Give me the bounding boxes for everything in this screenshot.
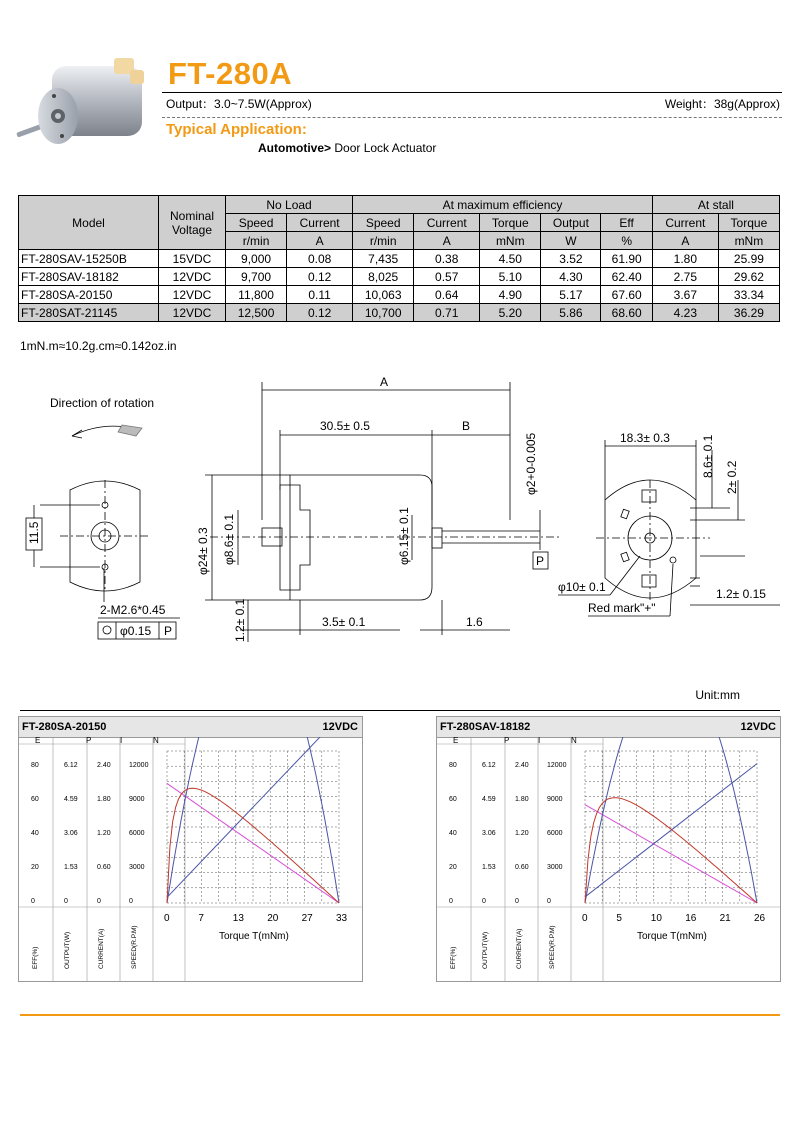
th-maxeff: At maximum efficiency <box>353 196 653 214</box>
scale-value: 0 <box>449 898 453 905</box>
scale-value: 1.53 <box>482 864 496 871</box>
scale-value: 3000 <box>547 864 563 871</box>
scale-value: 9000 <box>547 796 563 803</box>
scale-value: 0 <box>515 898 519 905</box>
scale-value: 1.20 <box>515 830 529 837</box>
scale-value: 2.40 <box>97 762 111 769</box>
table-cell: 5.86 <box>541 304 601 322</box>
screw-spec: 2-M2.6*0.45 <box>100 603 166 617</box>
table-cell: 0.12 <box>287 268 353 286</box>
th-unit: A <box>652 232 718 250</box>
application-label: Automotive> <box>258 141 332 155</box>
table-cell: 0.57 <box>414 268 480 286</box>
scale-value: 6.12 <box>482 762 496 769</box>
th-sub: Torque <box>718 214 779 232</box>
table-cell: 10,700 <box>353 304 414 322</box>
x-tick-label: 26 <box>754 913 766 924</box>
th-unit: r/min <box>226 232 287 250</box>
datum-p-side: P <box>536 554 545 568</box>
table-cell: 9,700 <box>226 268 287 286</box>
rotation-label: Direction of rotation <box>50 396 155 410</box>
unit-label: Unit:mm <box>695 688 740 702</box>
th-sub: Current <box>652 214 718 232</box>
model-cell: FT-280SAV-15250B <box>19 250 159 268</box>
scale-value: 0 <box>64 898 68 905</box>
chart-title-2: FT-280SAV-18182 <box>440 721 531 733</box>
table-cell: 9,000 <box>226 250 287 268</box>
table-cell: 5.20 <box>480 304 541 322</box>
table-cell: 12VDC <box>159 304 226 322</box>
table-cell: 4.50 <box>480 250 541 268</box>
dim-d10: φ10± 0.1 <box>558 580 606 594</box>
scale-value: 0.60 <box>97 864 111 871</box>
chart-title-1: FT-280SA-20150 <box>22 721 107 733</box>
th-sub: Current <box>414 214 480 232</box>
scale-value: 3000 <box>129 864 145 871</box>
axis-label: OUTPUT(W) <box>482 931 489 969</box>
table-row <box>19 250 780 268</box>
dim-shaft: φ2+0-0.005 <box>524 432 538 495</box>
axis-label: EFF(%) <box>450 946 457 969</box>
dim-d24: φ24± 0.3 <box>196 527 210 575</box>
axis-label: CURRENT(A) <box>98 928 105 969</box>
th-nominal: Nominal Voltage <box>159 196 226 250</box>
x-tick-label: 10 <box>650 913 662 924</box>
x-tick-label: 33 <box>336 913 348 924</box>
table-cell: 11,800 <box>226 286 287 304</box>
table-cell: 3.67 <box>652 286 718 304</box>
dimension-drawing <box>0 360 800 660</box>
table-cell: 29.62 <box>718 268 779 286</box>
table-cell: 5.10 <box>480 268 541 286</box>
chart-voltage-2: 12VDC <box>740 721 776 733</box>
scale-value: 9000 <box>129 796 145 803</box>
th-model: Model <box>19 196 159 250</box>
x-tick-label: 27 <box>301 913 313 924</box>
scale-value: 4.59 <box>482 796 496 803</box>
table-cell: 15VDC <box>159 250 226 268</box>
scale-value: 12000 <box>547 762 567 769</box>
x-tick-label: 0 <box>164 913 170 924</box>
th-sub: Output <box>541 214 601 232</box>
x-tick-label: 5 <box>616 913 622 924</box>
x-tick-label: 7 <box>198 913 204 924</box>
table-cell: 5.17 <box>541 286 601 304</box>
th-unit: % <box>601 232 652 250</box>
scale-value: 20 <box>31 864 39 871</box>
table-cell: 0.11 <box>287 286 353 304</box>
dim-A: A <box>380 375 389 389</box>
model-cell: FT-280SAV-18182 <box>19 268 159 286</box>
scale-value: 6000 <box>547 830 563 837</box>
th-unit: mNm <box>480 232 541 250</box>
x-tick-label: 21 <box>719 913 731 924</box>
axis-label: SPEED(R.P.M) <box>549 925 556 969</box>
scale-value: 1.20 <box>97 830 111 837</box>
table-row <box>19 304 780 322</box>
th-unit: mNm <box>718 232 779 250</box>
axis-label: OUTPUT(W) <box>64 931 71 969</box>
scale-value: 20 <box>449 864 457 871</box>
table-cell: 62.40 <box>601 268 652 286</box>
table-cell: 67.60 <box>601 286 652 304</box>
chart-voltage-1: 12VDC <box>322 721 358 733</box>
page-title: FT-280A <box>168 56 293 91</box>
scale-value: 60 <box>31 796 39 803</box>
col-head: I <box>120 737 123 745</box>
dim-3-5: 3.5± 0.1 <box>322 615 366 629</box>
dim-1-2b: 1.2± 0.15 <box>716 587 766 601</box>
dim-8-6b: 8.6± 0.1 <box>701 434 715 478</box>
spec-table <box>18 195 780 322</box>
chart-panel-1 <box>18 716 363 982</box>
table-cell: 33.34 <box>718 286 779 304</box>
th-unit: r/min <box>353 232 414 250</box>
th-stall: At stall <box>652 196 779 214</box>
table-cell: 4.23 <box>652 304 718 322</box>
scale-value: 2.40 <box>515 762 529 769</box>
x-tick-label: 20 <box>267 913 279 924</box>
scale-value: 0 <box>97 898 101 905</box>
scale-value: 0 <box>482 898 486 905</box>
dim-18-3: 18.3± 0.3 <box>620 431 670 445</box>
table-cell: 36.29 <box>718 304 779 322</box>
scale-value: 1.53 <box>64 864 78 871</box>
col-head: P <box>86 737 92 745</box>
table-cell: 0.38 <box>414 250 480 268</box>
table-cell: 8,025 <box>353 268 414 286</box>
x-tick-label: 13 <box>232 913 244 924</box>
scale-value: 0.60 <box>515 864 529 871</box>
scale-value: 80 <box>449 762 457 769</box>
scale-value: 60 <box>449 796 457 803</box>
table-cell: 12VDC <box>159 286 226 304</box>
table-cell: 1.80 <box>652 250 718 268</box>
model-cell: FT-280SAT-21145 <box>19 304 159 322</box>
model-cell: FT-280SA-20150 <box>19 286 159 304</box>
performance-chart-1 <box>19 737 362 981</box>
dim-30-5: 30.5± 0.5 <box>320 419 370 433</box>
title-rule <box>162 92 782 93</box>
scale-value: 0 <box>129 898 133 905</box>
table-cell: 4.30 <box>541 268 601 286</box>
dim-1-6: 1.6 <box>466 615 483 629</box>
datum-p-left: P <box>164 624 173 638</box>
th-unit: W <box>541 232 601 250</box>
table-cell: 12,500 <box>226 304 287 322</box>
table-cell: 0.12 <box>287 304 353 322</box>
th-noload: No Load <box>226 196 353 214</box>
chart-header-1 <box>19 717 362 738</box>
footer-rule <box>20 1014 780 1016</box>
table-cell: 7,435 <box>353 250 414 268</box>
col-head: I <box>538 737 541 745</box>
unit-conversion: 1mN.m≈10.2g.cm≈0.142oz.in <box>20 339 177 353</box>
motor-photo <box>14 46 156 158</box>
red-mark-label: Red mark"+" <box>588 601 656 615</box>
scale-value: 12000 <box>129 762 149 769</box>
speed-line <box>167 783 339 903</box>
scale-value: 3.06 <box>482 830 496 837</box>
col-head: E <box>35 737 41 745</box>
end-view-right <box>605 480 696 598</box>
chart-panel-2 <box>436 716 781 982</box>
col-head: E <box>453 737 459 745</box>
weight-spec: Weight：38g(Approx) <box>664 97 780 111</box>
th-sub: Speed <box>226 214 287 232</box>
axis-label: CURRENT(A) <box>516 928 523 969</box>
dashed-rule <box>162 117 782 118</box>
scale-value: 4.59 <box>64 796 78 803</box>
scale-value: 6000 <box>129 830 145 837</box>
efficiency-curve <box>167 788 339 903</box>
x-tick-label: 0 <box>582 913 588 924</box>
table-cell: 0.71 <box>414 304 480 322</box>
application-line <box>258 141 436 155</box>
scale-value: 6.12 <box>64 762 78 769</box>
table-row <box>19 268 780 286</box>
table-cell: 68.60 <box>601 304 652 322</box>
th-unit: A <box>287 232 353 250</box>
scale-value: 1.80 <box>515 796 529 803</box>
position-tolerance: φ0.15 <box>120 624 152 638</box>
dim-d8-6: φ8.6± 0.1 <box>222 513 236 565</box>
table-cell: 0.08 <box>287 250 353 268</box>
col-head: N <box>571 737 577 745</box>
scale-value: 40 <box>31 830 39 837</box>
scale-value: 80 <box>31 762 39 769</box>
x-axis-label: Torque T(mNm) <box>219 931 289 942</box>
chart-rule <box>20 710 780 711</box>
scale-value: 3.06 <box>64 830 78 837</box>
scale-value: 40 <box>449 830 457 837</box>
th-unit: A <box>414 232 480 250</box>
scale-value: 0 <box>31 898 35 905</box>
dim-d6-15: φ6.15± 0.1 <box>397 507 411 565</box>
table-cell: 0.64 <box>414 286 480 304</box>
th-sub: Torque <box>480 214 541 232</box>
th-sub: Eff <box>601 214 652 232</box>
dim-B: B <box>462 419 471 433</box>
table-cell: 4.90 <box>480 286 541 304</box>
table-cell: 2.75 <box>652 268 718 286</box>
table-cell: 61.90 <box>601 250 652 268</box>
output-spec: Output：3.0~7.5W(Approx) <box>166 97 312 111</box>
x-axis-label: Torque T(mNm) <box>637 931 707 942</box>
dim-1-2: 1.2± 0.1 <box>233 598 247 642</box>
x-tick-label: 16 <box>685 913 697 924</box>
dim-11-5: 11.5 <box>27 521 41 544</box>
table-cell: 25.99 <box>718 250 779 268</box>
axis-label: EFF(%) <box>32 946 39 969</box>
scale-value: 0 <box>547 898 551 905</box>
table-cell: 12VDC <box>159 268 226 286</box>
table-row <box>19 286 780 304</box>
col-head: N <box>153 737 159 745</box>
table-cell: 10,063 <box>353 286 414 304</box>
axis-label: SPEED(R.P.M) <box>131 925 138 969</box>
th-sub: Current <box>287 214 353 232</box>
col-head: P <box>504 737 510 745</box>
th-sub: Speed <box>353 214 414 232</box>
typical-application-heading: Typical Application: <box>166 121 307 138</box>
table-cell: 3.52 <box>541 250 601 268</box>
dim-2: 2± 0.2 <box>725 460 739 494</box>
scale-value: 1.80 <box>97 796 111 803</box>
chart-header-2 <box>437 717 780 738</box>
application-value: Door Lock Actuator <box>334 141 437 155</box>
performance-chart-2 <box>437 737 780 981</box>
